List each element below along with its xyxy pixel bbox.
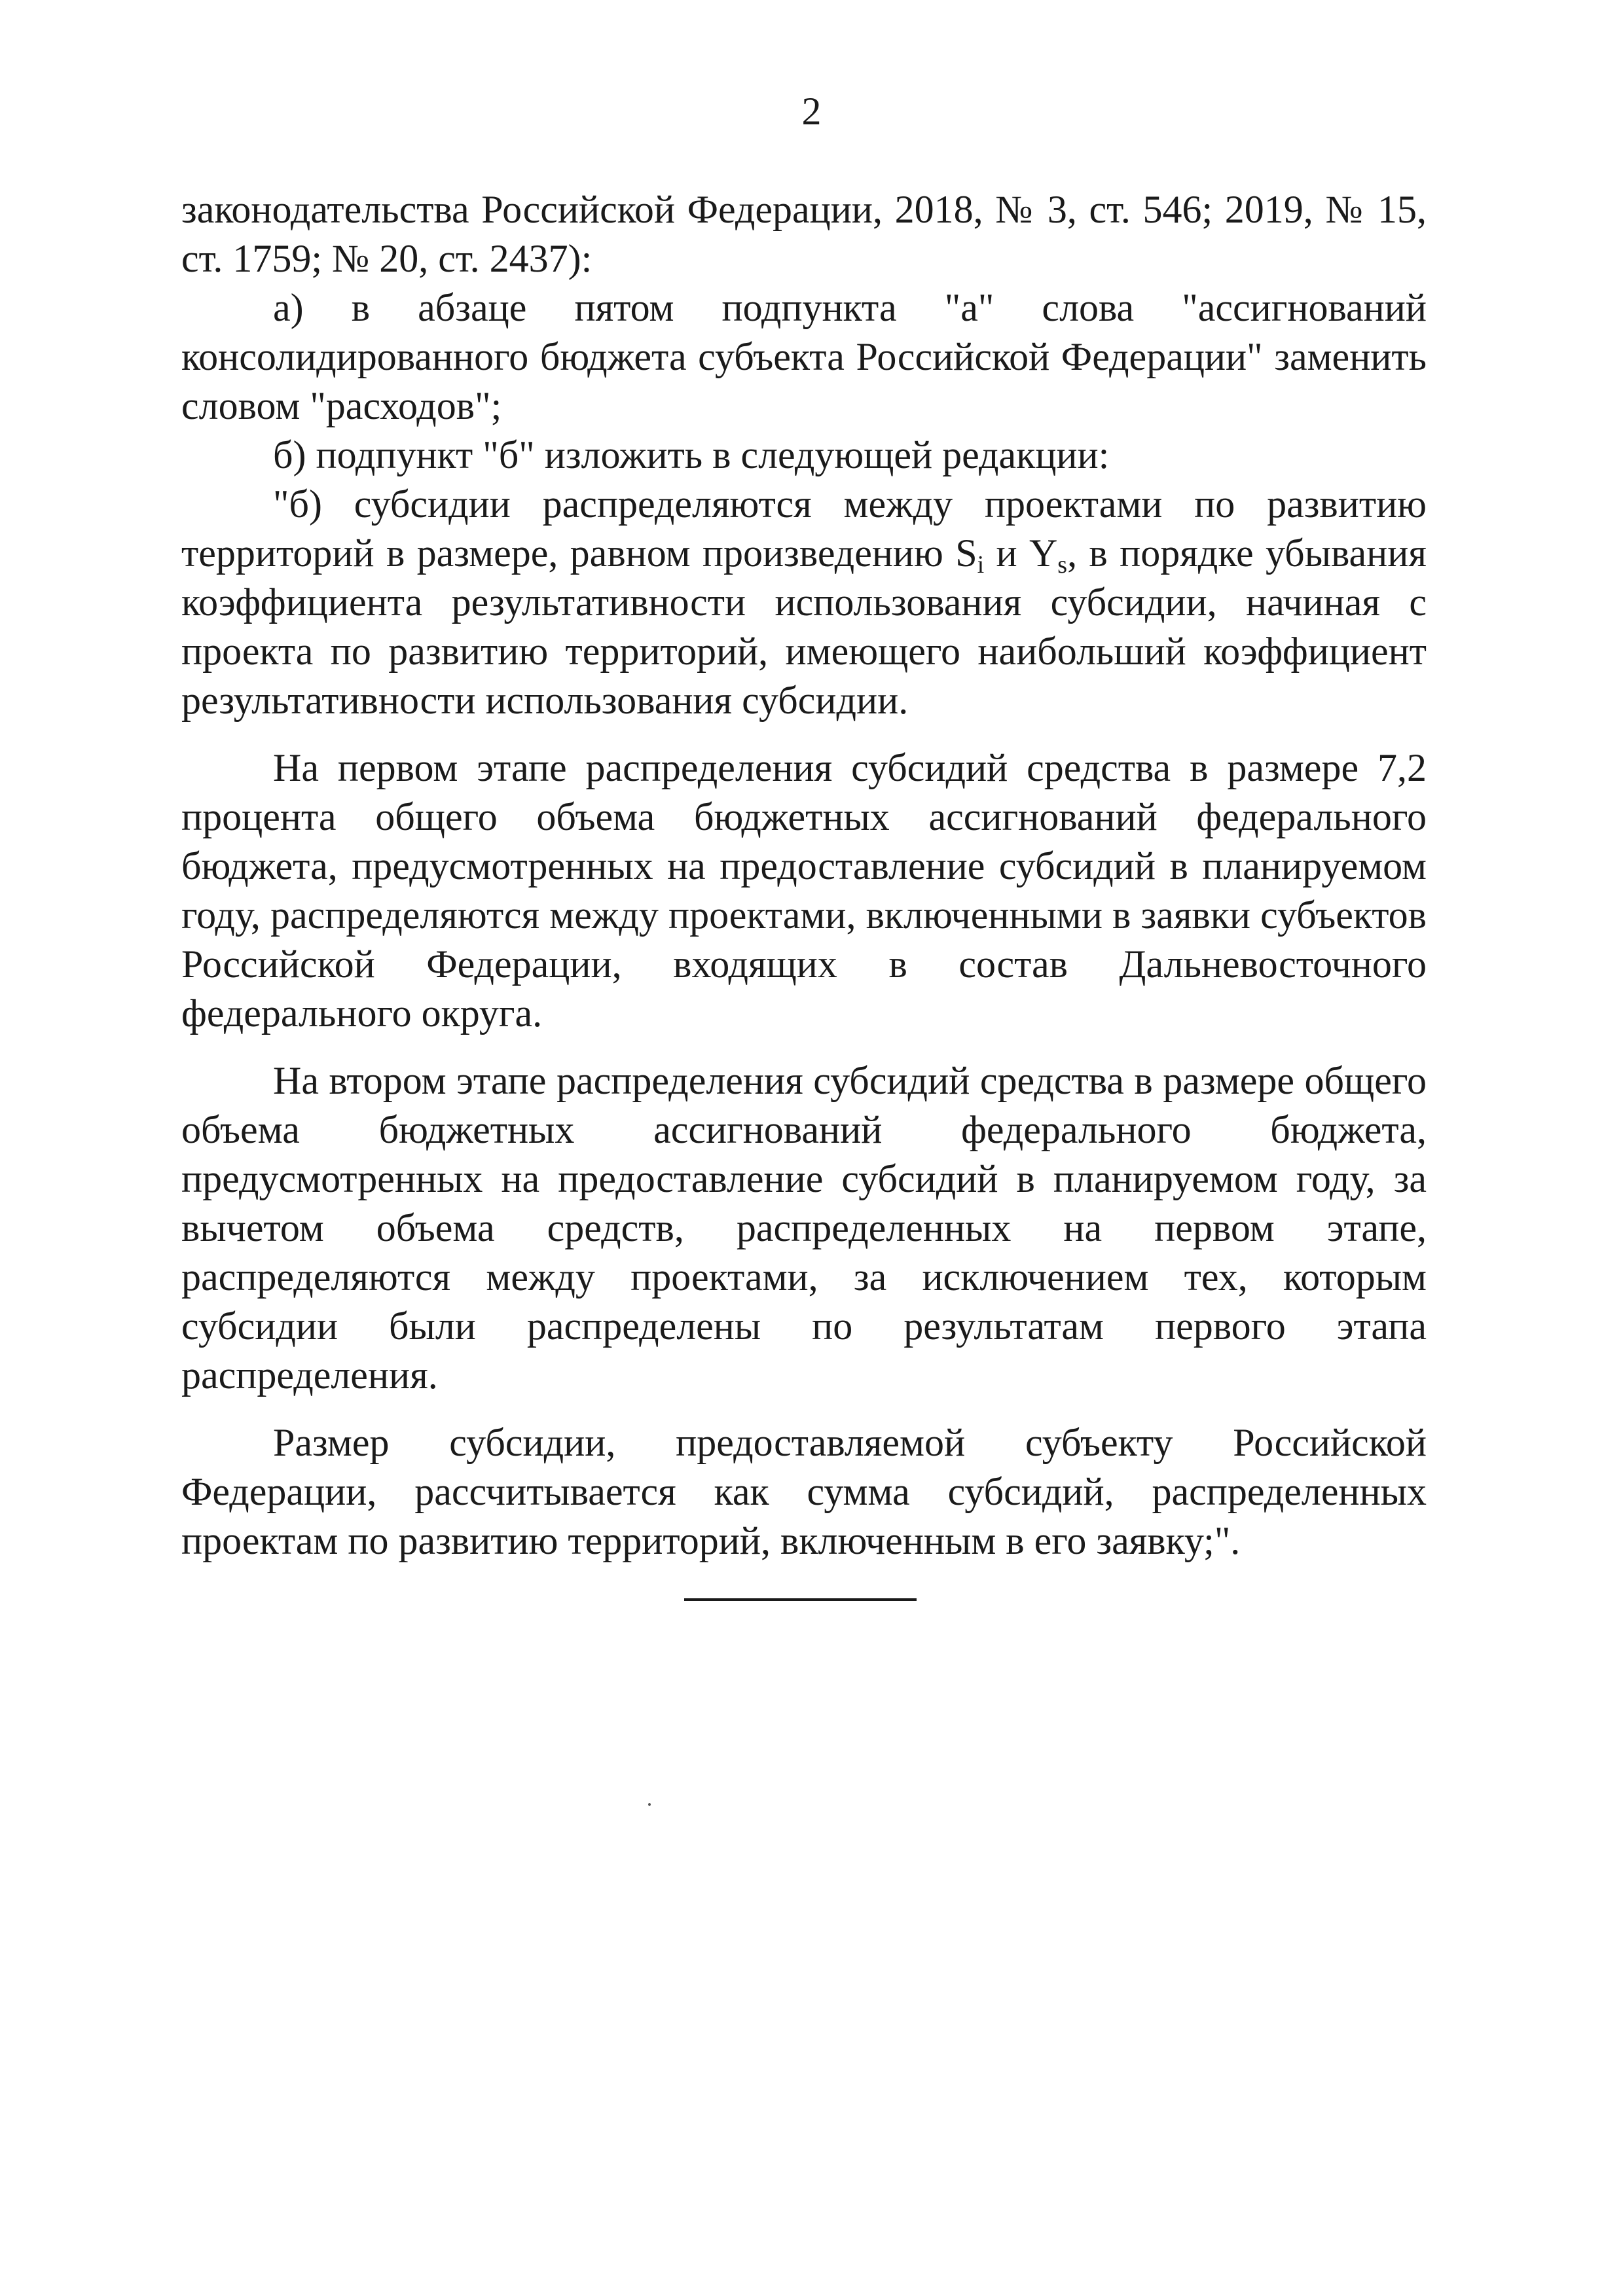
paragraph-subsidy-distribution [181, 480, 1427, 725]
paragraph-amendment-b: б) подпункт "б" изложить в следующей редакции: [273, 433, 1110, 476]
paragraph-amendment-a: а) в абзаце пятом подпункта "а" слова "ассигнований консолидированного бюджета субъекта Российской Федерации" заменить словом "расходов"; [181, 286, 1427, 427]
formula-text-before: "б) субсидии распределяются между проектами по развитию территорий в размере, равном произведению S [181, 482, 1427, 575]
page-number: 2 [801, 90, 822, 133]
subscript-s: s [1057, 551, 1068, 579]
subscript-i: i [977, 551, 985, 579]
paragraph-subsidy-size: Размер субсидии, предоставляемой субъекту Российской Федерации, рассчитывается как сумма субсидий, распределенных проектам по развитию территорий, включенным в его заявку;". [181, 1421, 1427, 1562]
document-body [181, 185, 1427, 1566]
end-divider-line [684, 1598, 917, 1601]
paragraph-first-stage: На первом этапе распределения субсидий средства в размере 7,2 процента общего объема бюджетных ассигнований федерального бюджета, предусмотренных на предоставление субсидий в планируемом году, распределяются между проектами, включенными в заявки субъектов Российской Федерации, входящих в состав Дальневосточного федерального округа. [181, 746, 1427, 1035]
scan-speck [648, 1803, 651, 1806]
paragraph-legislation-reference: законодательства Российской Федерации, 2018, № 3, ст. 546; 2019, № 15, ст. 1759; № 20, ст. 2437): [181, 188, 1427, 280]
paragraph-second-stage: На втором этапе распределения субсидий средства в размере общего объема бюджетных ассигнований федерального бюджета, предусмотренных на предоставление субсидий в планируемом году, за вычетом объема средств, распределенных на первом этапе, распределяются между проектами, за исключением тех, которым субсидии были распределены по результатам первого этапа распределения. [181, 1059, 1427, 1397]
formula-text-after: , в порядке убывания коэффициента результативности использования субсидии, начиная с проекта по развитию территорий, имеющего наибольший коэффициент результативности использования субсидии. [181, 531, 1427, 722]
formula-text-between: и Y [984, 531, 1058, 575]
